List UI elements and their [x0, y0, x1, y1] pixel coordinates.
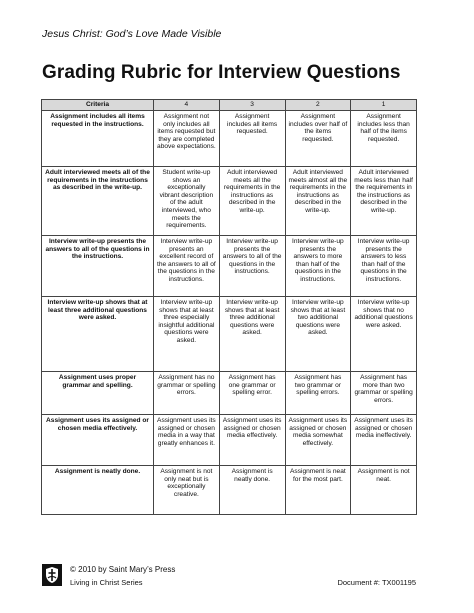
table-row: [42, 466, 417, 515]
table-row: [42, 415, 417, 466]
table-cell: Assignment uses its assigned or chosen media somewhat effectively.: [285, 415, 351, 466]
table-cell: Interview write-up shows that at least three especially insightful additional questions were asked.: [154, 297, 220, 372]
table-cell: Interview write-up presents an excellent record of the answers to all of the questions in the instructions.: [154, 236, 220, 297]
table-cell: Adult interviewed meets less than half the requirements in the instructions as described in the write-up.: [351, 167, 417, 236]
table-cell: Adult interviewed meets all the requirements in the instructions as described in the write-up.: [219, 167, 285, 236]
document-number: Document #: TX001195: [337, 578, 416, 587]
page-title: Grading Rubric for Interview Questions: [42, 62, 401, 83]
table-cell: Assignment uses its assigned or chosen media ineffectively.: [351, 415, 417, 466]
table-row: [42, 236, 417, 297]
saint-marys-press-logo-icon: [42, 564, 62, 586]
rubric-table: [41, 99, 417, 515]
table-cell: Interview write-up presents the answers to less than half of the questions in the instructions.: [351, 236, 417, 297]
table-cell: Interview write-up presents the answers to all of the questions in the instructions.: [219, 236, 285, 297]
column-header-score-2: 2: [285, 100, 351, 111]
series-name: Living in Christ Series: [70, 578, 143, 587]
criterion-cell: Assignment uses its assigned or chosen media effectively.: [42, 415, 154, 466]
table-cell: Assignment has two grammar or spelling errors.: [285, 372, 351, 415]
table-cell: Assignment includes over half of the items requested.: [285, 111, 351, 167]
criterion-cell: Assignment includes all items requested in the instructions.: [42, 111, 154, 167]
table-header-row: [42, 100, 417, 111]
table-cell: Assignment is not neat.: [351, 466, 417, 515]
criterion-cell: Interview write-up shows that at least three additional questions were asked.: [42, 297, 154, 372]
table-cell: Assignment has no grammar or spelling errors.: [154, 372, 220, 415]
table-cell: Student write-up shows an exceptionally vibrant description of the adult interviewed, who meets the requirements.: [154, 167, 220, 236]
table-cell: Assignment uses its assigned or chosen media in a way that greatly enhances it.: [154, 415, 220, 466]
table-cell: Interview write-up shows that at least three additional questions were asked.: [219, 297, 285, 372]
copyright-text: © 2010 by Saint Mary’s Press: [70, 565, 176, 574]
table-row: [42, 167, 417, 236]
table-cell: Interview write-up shows that no additional questions were asked.: [351, 297, 417, 372]
table-cell: Assignment not only includes all items requested but they are completed above expectations.: [154, 111, 220, 167]
table-cell: Adult interviewed meets almost all the requirements in the instructions as described in the write-up.: [285, 167, 351, 236]
criterion-cell: Interview write-up presents the answers to all of the questions in the instructions.: [42, 236, 154, 297]
table-cell: Assignment is not only neat but is exceptionally creative.: [154, 466, 220, 515]
table-row: [42, 372, 417, 415]
column-header-score-1: 1: [351, 100, 417, 111]
series-title: Jesus Christ: God’s Love Made Visible: [42, 28, 222, 40]
table-cell: Assignment has one grammar or spelling error.: [219, 372, 285, 415]
table-cell: Assignment is neatly done.: [219, 466, 285, 515]
column-header-criteria: Criteria: [42, 100, 154, 111]
criterion-cell: Adult interviewed meets all of the requirements in the instructions as described in the write-up.: [42, 167, 154, 236]
table-row: [42, 297, 417, 372]
table-cell: Assignment is neat for the most part.: [285, 466, 351, 515]
table-cell: Assignment includes all items requested.: [219, 111, 285, 167]
criterion-cell: Assignment uses proper grammar and spelling.: [42, 372, 154, 415]
table-cell: Assignment includes less than half of the items requested.: [351, 111, 417, 167]
table-cell: Interview write-up shows that at least two additional questions were asked.: [285, 297, 351, 372]
criterion-cell: Assignment is neatly done.: [42, 466, 154, 515]
table-cell: Interview write-up presents the answers to more than half of the questions in the instructions.: [285, 236, 351, 297]
column-header-score-3: 3: [219, 100, 285, 111]
column-header-score-4: 4: [154, 100, 220, 111]
table-row: [42, 111, 417, 167]
table-cell: Assignment uses its assigned or chosen media effectively.: [219, 415, 285, 466]
table-cell: Assignment has more than two grammar or spelling errors.: [351, 372, 417, 415]
